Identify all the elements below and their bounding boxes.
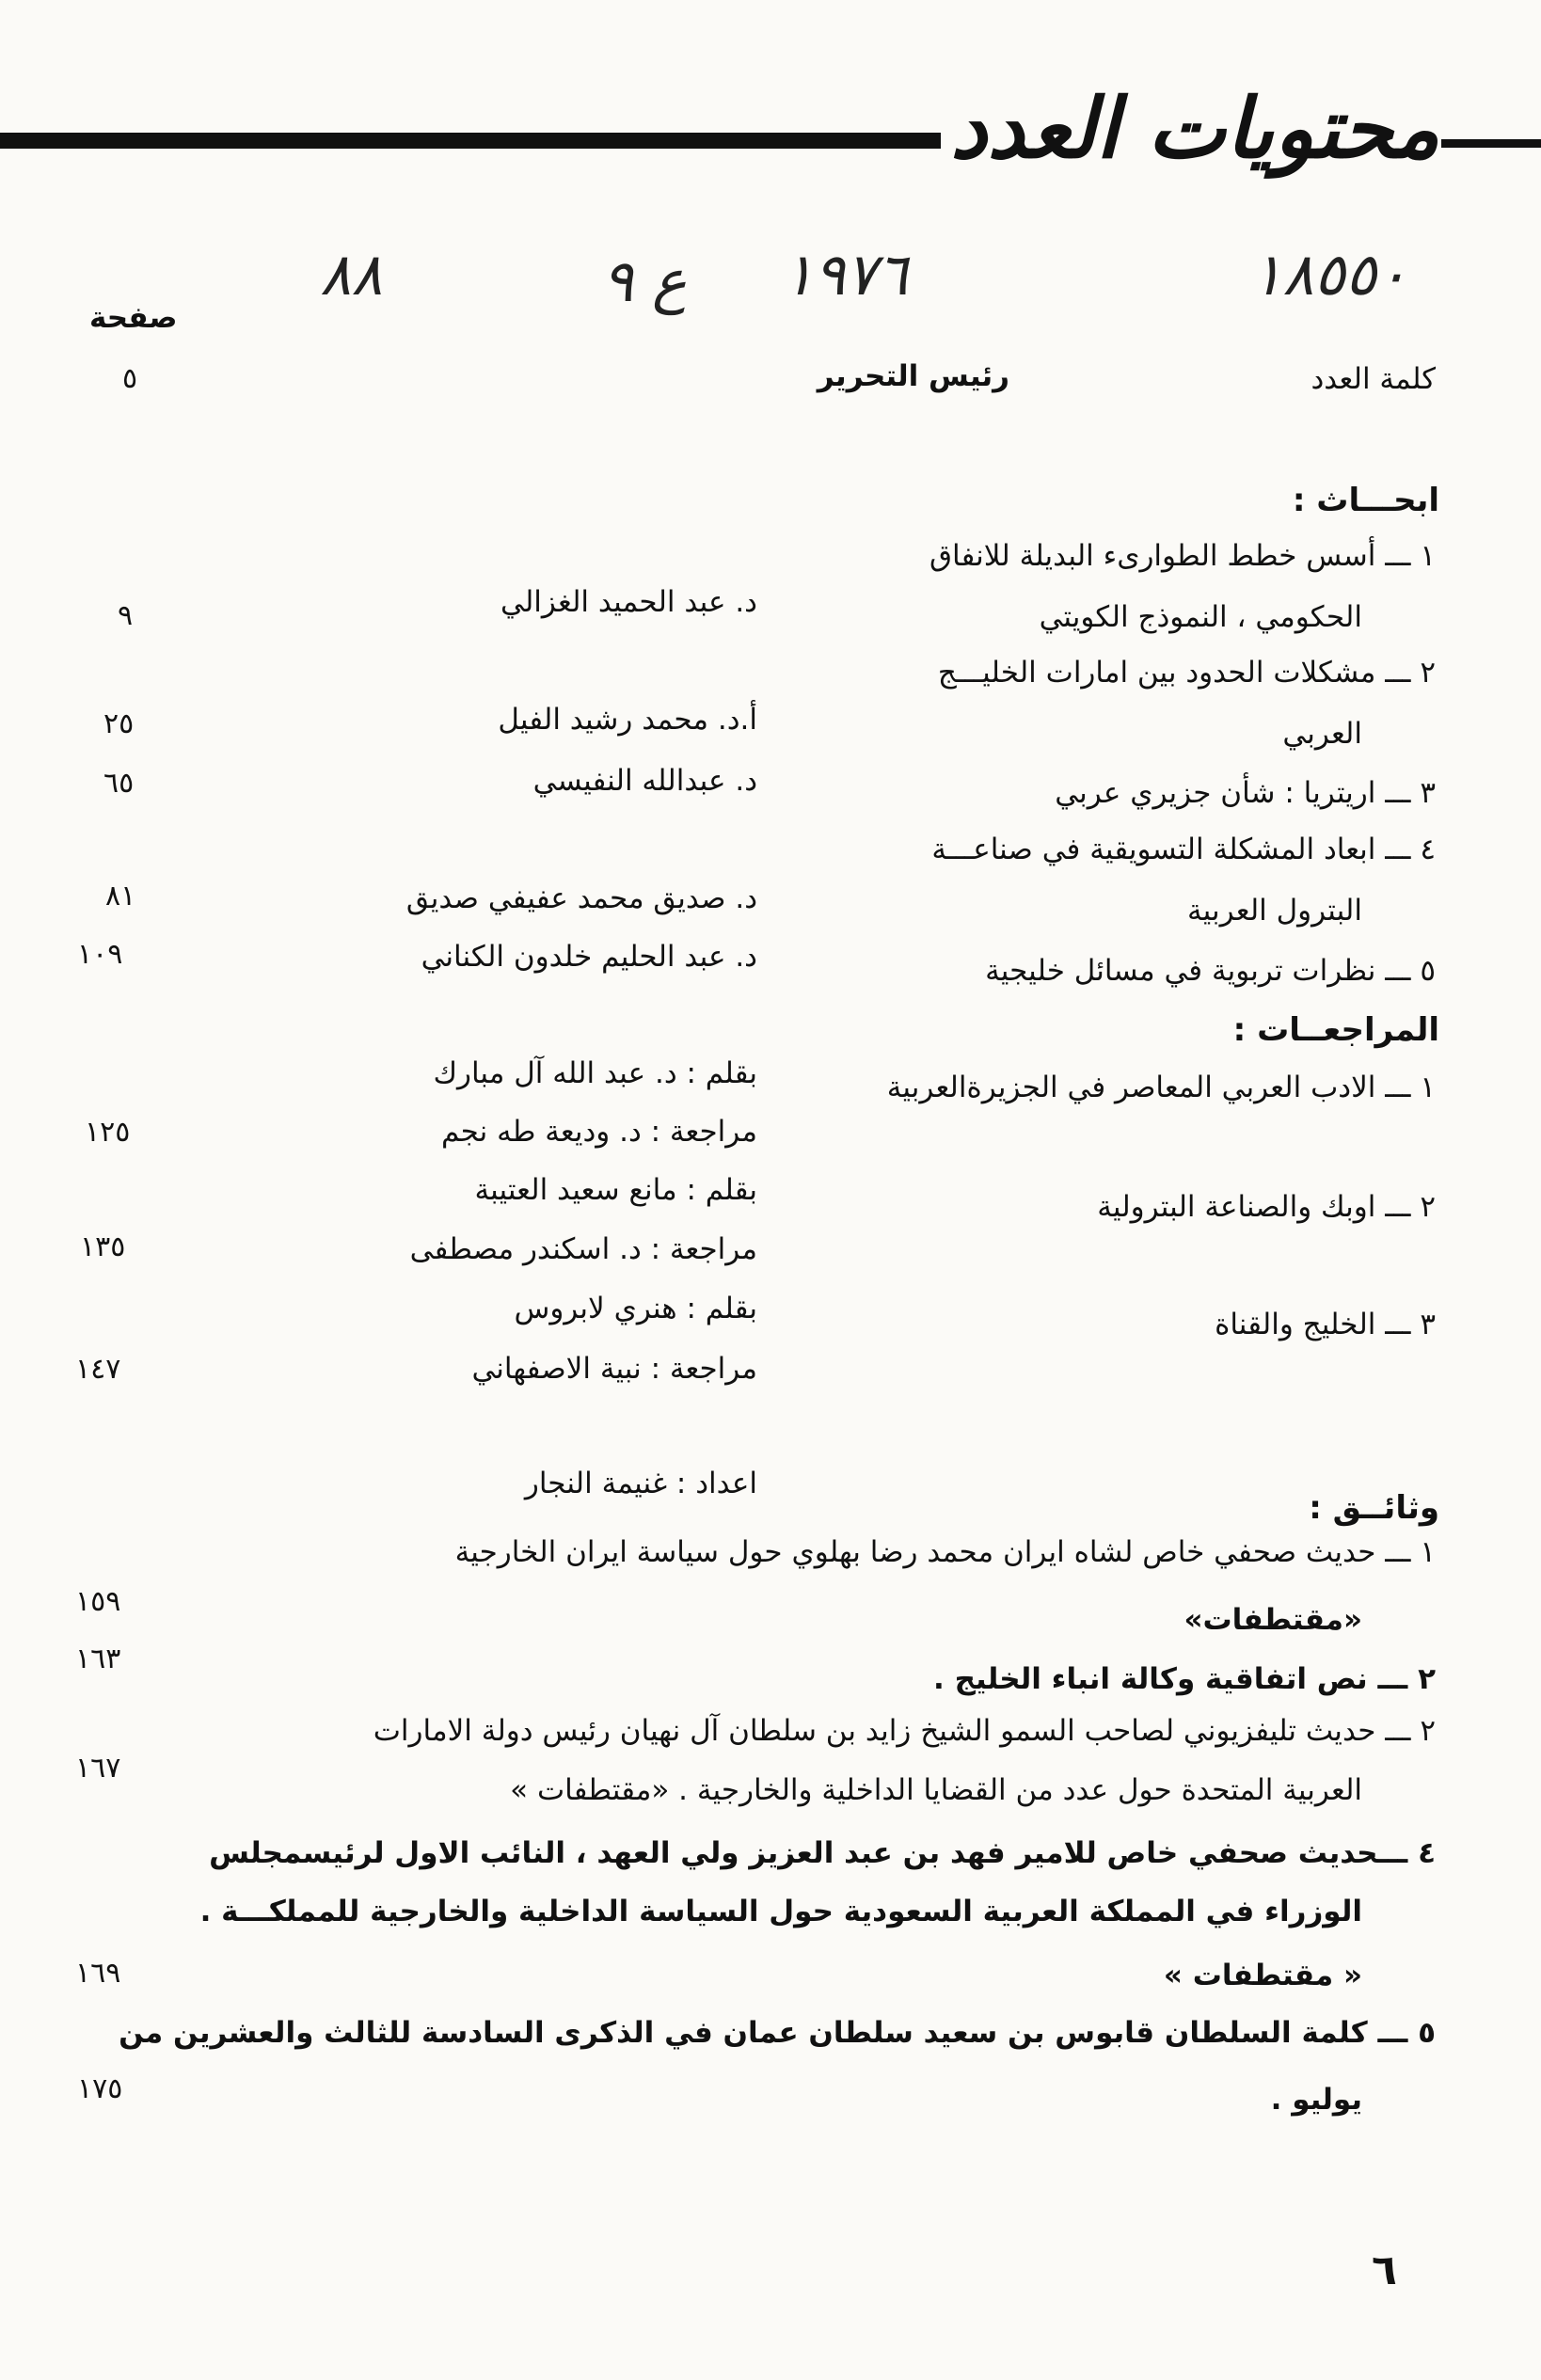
research-item-1-page: ٩ bbox=[118, 599, 134, 632]
intro-page: ٥ bbox=[122, 362, 138, 395]
page-column-label: صفحة bbox=[89, 301, 178, 335]
document-item-2-line-1: ٢ ـــ نص اتفاقية وكالة انباء الخليج . bbox=[933, 1662, 1436, 1696]
page-number: ٦ bbox=[1372, 2246, 1397, 2294]
review-item-2-page: ١٣٥ bbox=[80, 1230, 126, 1263]
document-item-4-line-2: الوزراء في المملكة العربية السعودية حول السياسة الداخلية والخارجية للمملكـــة . bbox=[199, 1895, 1362, 1928]
reviews-heading: المراجعــات : bbox=[1232, 1011, 1439, 1049]
research-item-5-author: د. عبد الحليم خلدون الكناني bbox=[421, 940, 757, 974]
document-item-5-page: ١٧٥ bbox=[77, 2072, 123, 2105]
documents-heading: وثائــق : bbox=[1309, 1489, 1439, 1527]
document-item-1-line-2: «مقتطفات» bbox=[1184, 1603, 1362, 1637]
review-item-1-page: ١٢٥ bbox=[85, 1116, 131, 1149]
research-item-2-line-2: العربي bbox=[1282, 717, 1362, 751]
documents-prepared-by: اعداد : غنيمة النجار bbox=[524, 1467, 757, 1500]
handwritten-note-1: ١٨٥٥٠ bbox=[1251, 240, 1408, 309]
research-item-2-page: ٢٥ bbox=[103, 707, 135, 740]
document-item-5-line-2: يوليو . bbox=[1270, 2083, 1362, 2117]
review-item-2-reviewer: مراجعة : د. اسكندر مصطفى bbox=[409, 1232, 757, 1266]
document-item-3-line-2: العربية المتحدة حول عدد من القضايا الداخلية والخارجية . «مقتطفات » bbox=[510, 1773, 1362, 1807]
research-item-5-page: ١٠٩ bbox=[77, 938, 123, 971]
research-item-2-author: أ.د. محمد رشيد الفيل bbox=[498, 703, 757, 737]
document-item-1-line-1: ١ ـــ حديث صحفي خاص لشاه ايران محمد رضا بهلوي حول سياسة ايران الخارجية bbox=[454, 1535, 1436, 1569]
handwritten-note-2: ١٩٧٦ bbox=[783, 240, 909, 309]
research-item-4-line-2: البترول العربية bbox=[1187, 894, 1362, 928]
research-item-2-line-1: ٢ ـــ مشكلات الحدود بين امارات الخليـــج bbox=[937, 656, 1436, 690]
review-item-3-reviewer: مراجعة : نبية الاصفهاني bbox=[471, 1352, 757, 1386]
research-item-5-line-1: ٥ ـــ نظرات تربوية في مسائل خليجية bbox=[985, 954, 1436, 988]
research-item-4-page: ٨١ bbox=[105, 880, 136, 912]
document-item-4-line-3: « مقتطفات » bbox=[1163, 1959, 1362, 1992]
review-item-3-title: ٣ ـــ الخليج والقناة bbox=[1215, 1308, 1436, 1341]
review-item-1-title: ١ ـــ الادب العربي المعاصر في الجزيرةالعربية bbox=[886, 1071, 1436, 1104]
document-item-5-line-1: ٥ ـــ كلمة السلطان قابوس بن سعيد سلطان عمان في الذكرى السادسة للثالث والعشرين من bbox=[119, 2016, 1436, 2050]
page-title: محتويات العدد bbox=[950, 79, 1439, 177]
review-item-1-reviewer: مراجعة : د. وديعة طه نجم bbox=[441, 1115, 757, 1149]
handwritten-note-4: ٨٨ bbox=[320, 240, 383, 309]
header-rule-right bbox=[1441, 139, 1541, 148]
document-item-4-line-1: ٤ ـــحديث صحفي خاص للامير فهد بن عبد العزيز ولي العهد ، النائب الاول لرئيسمجلس bbox=[209, 1836, 1436, 1870]
handwritten-note-3: ع ٩ bbox=[602, 246, 688, 315]
research-item-3-line-1: ٣ ـــ اريتريا : شأن جزيري عربي bbox=[1055, 776, 1436, 810]
document-item-3-page: ١٦٧ bbox=[75, 1752, 121, 1785]
research-item-3-page: ٦٥ bbox=[103, 767, 135, 800]
research-item-1-line-1: ١ ـــ أسس خطط الطوارىء البديلة للانفاق bbox=[929, 539, 1436, 573]
review-item-1-by: بقلم : د. عبد الله آل مبارك bbox=[433, 1056, 757, 1090]
document-item-1-page: ١٥٩ bbox=[75, 1585, 121, 1618]
research-item-3-author: د. عبدالله النفيسي bbox=[532, 764, 757, 798]
research-item-1-line-2: الحكومي ، النموذج الكويتي bbox=[1039, 600, 1362, 634]
document-item-4-page: ١٦٩ bbox=[75, 1957, 121, 1990]
review-item-2-title: ٢ ـــ اوبك والصناعة البترولية bbox=[1097, 1190, 1436, 1224]
document-item-2-page: ١٦٣ bbox=[75, 1642, 121, 1675]
research-heading: ابحـــاث : bbox=[1292, 482, 1439, 519]
review-item-3-page: ١٤٧ bbox=[75, 1353, 121, 1386]
research-item-4-author: د. صديق محمد عفيفي صديق bbox=[405, 881, 757, 915]
intro-author: رئيس التحرير bbox=[817, 359, 1009, 393]
review-item-2-by: بقلم : مانع سعيد العتيبة bbox=[474, 1173, 757, 1207]
research-item-4-line-1: ٤ ـــ ابعاد المشكلة التسويقية في صناعـــة bbox=[931, 833, 1436, 866]
research-item-1-author: د. عبد الحميد الغزالي bbox=[500, 585, 757, 619]
review-item-3-by: بقلم : هنري لابروس bbox=[514, 1292, 757, 1325]
intro-label: كلمة العدد bbox=[1311, 362, 1436, 396]
document-item-3-line-1: ٢ ـــ حديث تليفزيوني لصاحب السمو الشيخ زايد بن سلطان آل نهيان رئيس دولة الامارات bbox=[373, 1714, 1436, 1748]
header-rule-left bbox=[0, 133, 941, 149]
